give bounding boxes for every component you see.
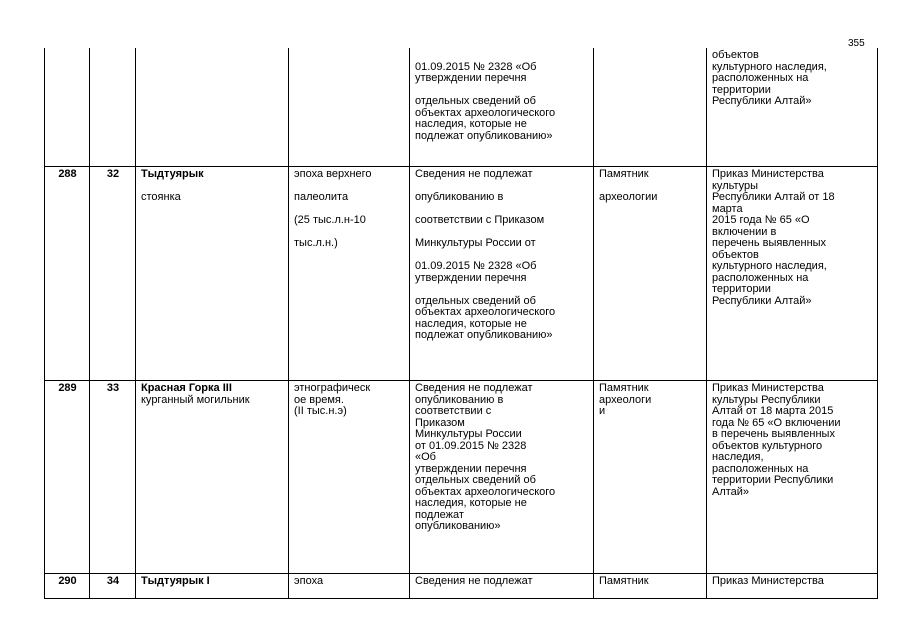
cell-value: 32 [106, 168, 120, 180]
cell-line: Тыдтуярык I [141, 575, 210, 587]
cell-line: 2015 года № 65 «О [712, 214, 810, 226]
table-cell-info [415, 50, 589, 142]
cell-line: ое время. [294, 393, 344, 406]
cell-line: эпоха [294, 575, 324, 587]
cell-line: от 01.09.2015 № 2328 [415, 439, 527, 452]
cell-line: объектах археологического [415, 306, 556, 318]
cell-value: 290 [58, 575, 77, 587]
cell-line: утверждении перечня [415, 72, 527, 84]
row-rule [44, 380, 878, 381]
table-cell-info [415, 383, 589, 533]
table-cell-sub [95, 576, 131, 588]
column-rule [877, 48, 878, 598]
cell-line: соответствии с [415, 405, 492, 417]
cell-line: Приказ Министерства [712, 168, 824, 180]
cell-value: 288 [58, 168, 77, 180]
cell-line: археологии [599, 191, 658, 203]
cell-line: 01.09.2015 № 2328 «Об [415, 60, 537, 73]
column-rule [409, 48, 410, 598]
table-cell-name [141, 576, 284, 588]
cell-line: объектов [712, 248, 759, 261]
cell-value: 34 [106, 575, 120, 587]
cell-line: Республики Алтай» [712, 294, 812, 307]
cell-line: подлежат [415, 508, 464, 521]
cell-line: объектов [712, 49, 759, 61]
cell-line: наследия, которые не [415, 497, 527, 509]
cell-line: подлежат опубликованию» [415, 129, 553, 142]
table-cell-num [50, 576, 85, 588]
table-cell-type [599, 576, 702, 588]
table-cell-type [599, 169, 702, 204]
cell-line: отдельных сведений об [415, 474, 536, 486]
cell-line: наследия, [712, 451, 764, 463]
table-cell-doc [712, 576, 873, 588]
cell-line: территории [712, 283, 771, 295]
cell-line: культурного наследия, [712, 260, 827, 272]
cell-line: «Об [415, 451, 436, 463]
cell-line: марта [712, 202, 743, 215]
cell-line: Памятник [599, 382, 649, 394]
cell-line: в перечень выявленных [712, 428, 835, 440]
cell-line: отдельных сведений об [415, 95, 536, 107]
cell-line: Сведения не подлежат [415, 168, 533, 180]
cell-line: стоянка [141, 191, 181, 203]
cell-line: Приказ Министерства [712, 575, 824, 587]
table-cell-name [141, 169, 284, 204]
cell-line: года № 65 «О включении [712, 416, 841, 429]
cell-line: культуры Республики [712, 393, 821, 406]
column-rule [706, 48, 707, 598]
table-cell-epoch [294, 169, 405, 250]
cell-line [415, 284, 589, 296]
cell-line: опубликованию» [415, 520, 501, 532]
row-rule [44, 166, 878, 167]
cell-line: Приказом [415, 416, 465, 429]
cell-line: Сведения не подлежат [415, 382, 533, 394]
cell-line: наследия, которые не [415, 118, 527, 130]
cell-line: 01.09.2015 № 2328 «Об [415, 260, 537, 272]
table-cell-epoch [294, 576, 405, 588]
cell-line: Минкультуры России [415, 428, 522, 440]
cell-line: археологи [599, 393, 652, 406]
column-rule [288, 48, 289, 598]
cell-line: Приказ Министерства [712, 382, 824, 394]
cell-line: палеолита [294, 191, 349, 203]
page-number: 355 [848, 38, 865, 49]
cell-line: культурного наследия, [712, 60, 827, 73]
cell-line: расположенных на [712, 462, 809, 475]
cell-line: Республики Алтай от 18 [712, 191, 835, 203]
cell-line: опубликованию в [415, 393, 504, 406]
cell-line: этнографическ [294, 382, 371, 394]
cell-line: соответствии с Приказом [415, 214, 545, 226]
cell-line: Алтай от 18 марта 2015 [712, 405, 834, 417]
table-cell-name [141, 383, 284, 406]
cell-line: Тыдтуярык [141, 168, 204, 180]
table-cell-type [599, 383, 702, 418]
column-rule [135, 48, 136, 598]
cell-line: подлежат опубликованию» [415, 329, 553, 341]
cell-line: наследия, которые не [415, 317, 527, 330]
cell-line: объектах археологического [415, 106, 556, 119]
column-rule [89, 48, 90, 598]
cell-line: объектов культурного [712, 439, 823, 452]
cell-line: эпоха верхнего [294, 168, 372, 180]
table-cell-num [50, 169, 85, 181]
cell-line: Памятник [599, 168, 649, 180]
cell-line: перечень выявленных [712, 237, 827, 249]
cell-line: объектах археологического [415, 485, 556, 498]
cell-line: тыс.л.н.) [294, 237, 338, 249]
cell-line: отдельных сведений об [415, 294, 536, 307]
cell-line: (II тыс.н.э) [294, 405, 347, 417]
cell-line: территории Республики [712, 474, 834, 486]
table-cell-doc [712, 50, 873, 108]
cell-line [415, 50, 589, 62]
cell-line: территории [712, 83, 771, 96]
table-cell-info [415, 169, 589, 342]
cell-value: 33 [106, 382, 120, 394]
table-cell-epoch [294, 383, 405, 418]
table-cell-info [415, 576, 589, 588]
cell-line: расположенных на [712, 271, 809, 284]
cell-line: культуры [712, 179, 759, 192]
cell-line: утверждении перечня [415, 462, 527, 475]
cell-value: 289 [58, 382, 77, 394]
row-rule [44, 573, 878, 574]
cell-line: (25 тыс.л.н-10 [294, 214, 366, 226]
table-cell-sub [95, 383, 131, 395]
cell-line: курганный могильник [141, 393, 250, 406]
cell-line: и [599, 405, 606, 417]
cell-line: Республики Алтай» [712, 95, 812, 107]
cell-line: Памятник [599, 575, 649, 587]
cell-line: утверждении перечня [415, 271, 527, 284]
cell-line: включении в [712, 225, 777, 238]
cell-line: Минкультуры России от [415, 237, 536, 249]
cell-line: опубликованию в [415, 191, 504, 203]
row-rule [44, 598, 878, 599]
column-rule [593, 48, 594, 598]
table-cell-num [50, 383, 85, 395]
table-cell-doc [712, 169, 873, 307]
table-cell-doc [712, 383, 873, 498]
column-rule [44, 48, 45, 598]
table-cell-sub [95, 169, 131, 181]
cell-line: Алтай» [712, 485, 750, 498]
cell-line: Сведения не подлежат [415, 575, 533, 587]
cell-line: Красная Горка III [141, 382, 232, 394]
cell-line: расположенных на [712, 72, 809, 84]
